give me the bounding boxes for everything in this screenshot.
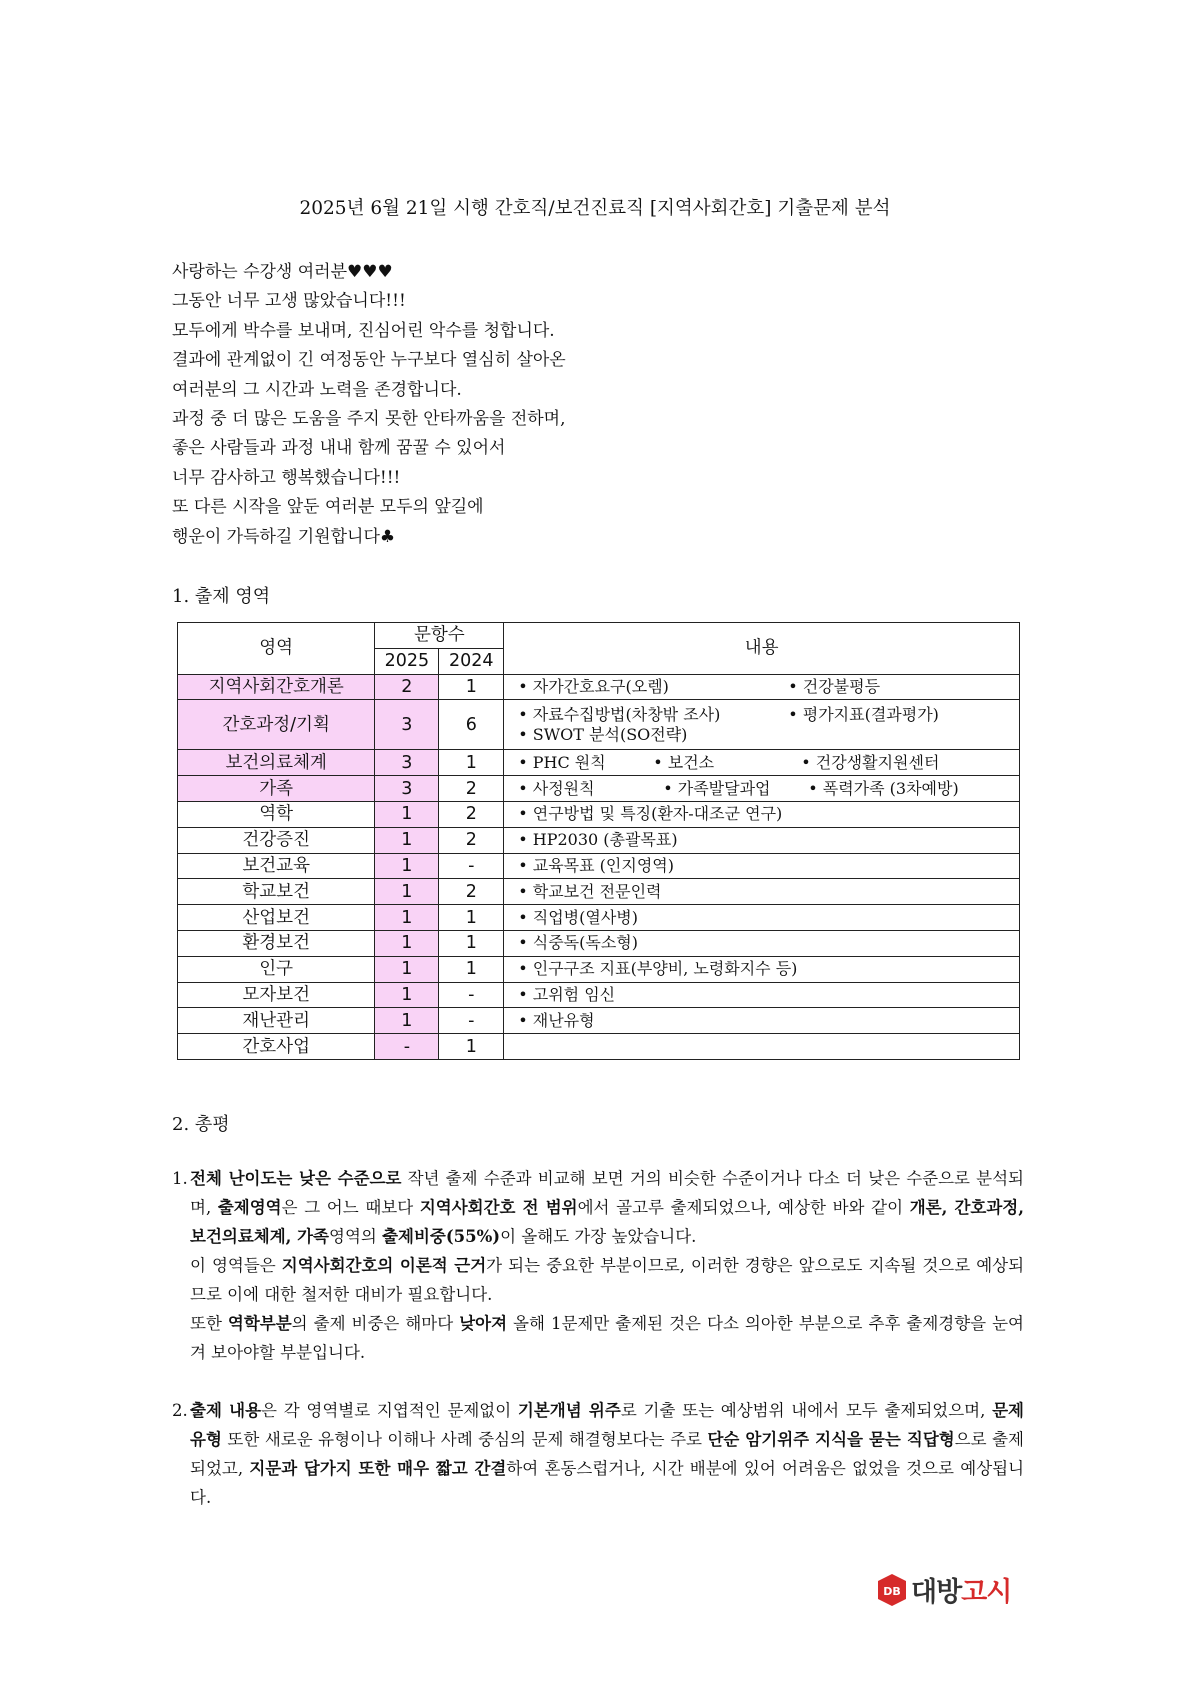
area-cell: 재난관리 [178, 1008, 375, 1034]
bold-text: 출제영역 [217, 1198, 282, 1217]
paragraph-text: 작년 출제 수준과 비교해 보면 거의 비슷한 수준이거나 다소 더 낮은 수준으로 분석되며, [190, 1169, 1024, 1217]
count-2025-cell: 3 [375, 776, 439, 802]
paragraph-text: 은 그 어느 때보다 [281, 1198, 420, 1217]
area-cell: 지역사회간호개론 [178, 674, 375, 700]
bold-text: 전체 난이도는 낮은 수준으로 [190, 1169, 402, 1188]
bold-text: 지문과 답가지 또한 매우 짧고 간결 [249, 1459, 507, 1478]
table-row [178, 930, 1020, 956]
count-2025-cell: 1 [375, 930, 439, 956]
area-cell: 간호사업 [178, 1034, 375, 1060]
content-cell [504, 1034, 1020, 1060]
area-cell: 학교보건 [178, 879, 375, 905]
table-row [178, 879, 1020, 905]
count-2025-cell: 2 [375, 674, 439, 700]
count-2025-cell: 1 [375, 982, 439, 1008]
review-paragraph-1 [172, 1164, 1024, 1367]
greeting-line: 너무 감사하고 행복했습니다!!! [172, 467, 401, 488]
content-item: • 평가지표(결과평가) [788, 704, 939, 724]
content-cell: • 인구구조 지표(부양비, 노령화지수 등) [504, 956, 1020, 982]
paragraph-text: 으로 출제되었고, [190, 1430, 1024, 1478]
paragraph-number: 1. [172, 1169, 188, 1188]
paragraph-text: 이 올해도 가장 높았습니다. [500, 1227, 697, 1246]
content-item: • 보건소 [653, 752, 715, 772]
area-cell: 간호과정/기획 [178, 700, 375, 750]
count-2025-cell: 3 [375, 700, 439, 750]
table-row [178, 700, 1020, 750]
table-row [178, 801, 1020, 827]
area-cell: 환경보건 [178, 930, 375, 956]
content-item: • PHC 원칙 [518, 752, 606, 772]
area-cell: 산업보건 [178, 905, 375, 931]
paragraph-text: 이 영역들은 [190, 1256, 282, 1275]
logo-text-dark: 대방 [911, 1577, 962, 1608]
paragraph-text: 또한 새로운 유형이나 이해나 사례 중심의 문제 해결형보다는 주로 [221, 1430, 708, 1449]
content-item: • SWOT 분석(SO전략) [518, 724, 688, 744]
count-2025-cell: 1 [375, 853, 439, 879]
table-row [178, 827, 1020, 853]
count-2025-cell: 1 [375, 956, 439, 982]
header-area: 영역 [178, 623, 375, 675]
section-heading-exam-areas: 1. 출제 영역 [172, 586, 271, 607]
area-cell: 건강증진 [178, 827, 375, 853]
content-item: • 건강불평등 [788, 676, 881, 696]
count-2024-cell: 1 [439, 905, 504, 931]
table-row [178, 776, 1020, 802]
count-2025-cell: 1 [375, 1008, 439, 1034]
paragraph-number: 2. [172, 1401, 188, 1420]
greeting-line: 사랑하는 수강생 여러분♥♥♥ [172, 262, 393, 282]
table-row [178, 1034, 1020, 1060]
area-cell: 가족 [178, 776, 375, 802]
content-cell: • 학교보건 전문인력 [504, 879, 1020, 905]
paragraph-text: 에서 골고루 출제되었으나, 예상한 바와 같이 [577, 1198, 910, 1217]
table-row [178, 982, 1020, 1008]
count-2024-cell: 2 [439, 801, 504, 827]
content-cell [504, 750, 1020, 776]
bold-text: 개론, 간호과정, 보건의료체계, 가족 [190, 1198, 1024, 1246]
db-logo-icon [878, 1574, 906, 1606]
content-cell: • HP2030 (총괄목표) [504, 827, 1020, 853]
logo-wordmark [911, 1570, 1011, 1609]
greeting-line: 그동안 너무 고생 많았습니다!!! [172, 291, 406, 312]
count-2025-cell: 1 [375, 801, 439, 827]
area-cell: 모자보건 [178, 982, 375, 1008]
count-2025-cell: 3 [375, 750, 439, 776]
daebang-logo [878, 1570, 1011, 1609]
content-item: • 자가간호요구(오렘) [518, 676, 669, 696]
greeting-line: 모두에게 박수를 보내며, 진심어린 악수를 청합니다. [172, 320, 555, 341]
bold-text: 출제 내용 [190, 1401, 262, 1420]
count-2024-cell: 1 [439, 674, 504, 700]
header-2024: 2024 [439, 648, 504, 674]
table-header-row [178, 623, 1020, 649]
bold-text: 기본개념 위주 [517, 1401, 621, 1420]
content-item: • 사정원칙 [518, 778, 595, 798]
count-2025-cell: - [375, 1034, 439, 1060]
greeting-line: 또 다른 시작을 앞둔 여러분 모두의 앞길에 [172, 497, 484, 518]
content-cell: • 연구방법 및 특징(환자-대조군 연구) [504, 801, 1020, 827]
content-item: • 자료수집방법(차창밖 조사) [518, 704, 721, 724]
paragraph-text: 올해 1문제만 출제된 것은 다소 의아한 부분으로 추후 출제경향을 눈여겨 보아야할 부분입니다. [190, 1314, 1024, 1362]
count-2024-cell: 1 [439, 930, 504, 956]
section-heading-review: 2. 총평 [172, 1114, 230, 1135]
table-row [178, 750, 1020, 776]
header-count: 문항수 [375, 623, 504, 649]
greeting-line: 좋은 사람들과 과정 내내 함께 꿈꿀 수 있어서 [172, 438, 506, 459]
count-2025-cell: 1 [375, 905, 439, 931]
bold-text: 출제비중(55%) [382, 1227, 501, 1246]
content-cell [504, 776, 1020, 802]
exam-area-table [177, 622, 1020, 1060]
header-2025: 2025 [375, 648, 439, 674]
count-2025-cell: 1 [375, 879, 439, 905]
table-row [178, 905, 1020, 931]
table-row [178, 853, 1020, 879]
greeting-message [172, 258, 566, 552]
bold-text: 단순 암기위주 지식을 묻는 직답형 [707, 1430, 955, 1449]
area-cell: 보건교육 [178, 853, 375, 879]
content-cell: • 직업병(열사병) [504, 905, 1020, 931]
content-cell: • 교육목표 (인지영역) [504, 853, 1020, 879]
paragraph-text: 은 각 영역별로 지엽적인 문제없이 [261, 1401, 518, 1420]
page-title: 2025년 6월 21일 시행 간호직/보건진료직 [지역사회간호] 기출문제 분석 [299, 198, 891, 219]
count-2024-cell: - [439, 1008, 504, 1034]
table-row [178, 1008, 1020, 1034]
bold-text: 지역사회간호 전 범위 [419, 1198, 578, 1217]
count-2024-cell: 1 [439, 956, 504, 982]
content-cell: • 고위험 임신 [504, 982, 1020, 1008]
content-cell [504, 674, 1020, 700]
logo-mark-text: DB [883, 1584, 901, 1598]
count-2024-cell: 2 [439, 827, 504, 853]
content-item: • 건강생활지원센터 [801, 752, 940, 772]
paragraph-text: 또한 [190, 1314, 228, 1333]
paragraph-text: 가 되는 중요한 부분이므로, 이러한 경향은 앞으로도 지속될 것으로 예상되므로 이에 대한 철저한 대비가 필요합니다. [190, 1256, 1025, 1304]
paragraph-text: 하여 혼동스럽거나, 시간 배분에 있어 어려움은 없었을 것으로 예상됩니다. [190, 1459, 1025, 1507]
content-item: • 가족발달과업 [663, 778, 771, 798]
area-cell: 역학 [178, 801, 375, 827]
count-2024-cell: 1 [439, 1034, 504, 1060]
paragraph-text: 의 출제 비중은 해마다 [291, 1314, 460, 1333]
count-2024-cell: 2 [439, 776, 504, 802]
greeting-line: 결과에 관계없이 긴 여정동안 누구보다 열심히 살아온 [172, 350, 566, 371]
content-item: • 폭력가족 (3차예방) [808, 778, 959, 798]
header-content: 내용 [504, 623, 1020, 675]
greeting-line: 행운이 가득하길 기원합니다♣ [172, 526, 396, 547]
review-paragraph-2 [172, 1396, 1024, 1512]
count-2024-cell: 1 [439, 750, 504, 776]
bold-text: 문제 유형 [190, 1401, 1024, 1449]
greeting-line: 여러분의 그 시간과 노력을 존경합니다. [172, 379, 462, 400]
count-2025-cell: 1 [375, 827, 439, 853]
paragraph-text: 로 기출 또는 예상범위 내에서 모두 출제되었으며, [620, 1401, 993, 1420]
area-cell: 인구 [178, 956, 375, 982]
logo-text-red: 고시 [961, 1577, 1012, 1608]
bold-text: 낮아져 [459, 1314, 508, 1333]
paragraph-text: 영역의 [329, 1227, 383, 1246]
content-cell: • 식중독(독소형) [504, 930, 1020, 956]
count-2024-cell: - [439, 982, 504, 1008]
count-2024-cell: 6 [439, 700, 504, 750]
greeting-line: 과정 중 더 많은 도움을 주지 못한 안타까움을 전하며, [172, 408, 566, 429]
count-2024-cell: - [439, 853, 504, 879]
bold-text: 지역사회간호의 이론적 근거 [281, 1256, 487, 1275]
count-2024-cell: 2 [439, 879, 504, 905]
content-cell: • 재난유형 [504, 1008, 1020, 1034]
content-cell [504, 700, 1020, 750]
bold-text: 역학부분 [227, 1314, 292, 1333]
table-row [178, 674, 1020, 700]
area-cell: 보건의료체계 [178, 750, 375, 776]
table-row [178, 956, 1020, 982]
